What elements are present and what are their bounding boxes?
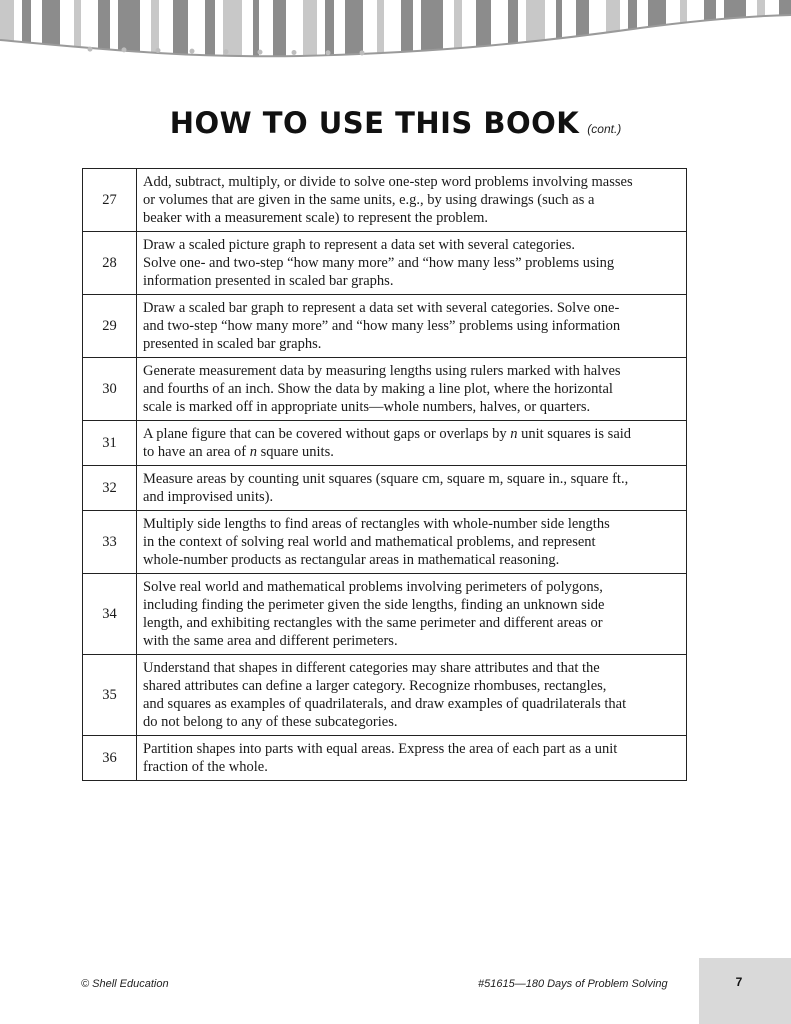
page-number-tab	[699, 958, 791, 1024]
description-line: to have an area of n square units.	[143, 444, 334, 460]
header-stripe	[303, 0, 317, 62]
header-dot	[326, 50, 331, 55]
description-line: and improvised units).	[143, 489, 274, 505]
header-dot	[224, 49, 229, 54]
description-line: fraction of the whole.	[143, 759, 268, 775]
description-line: Add, subtract, multiply, or divide to solve one-step word problems involving masses	[143, 174, 633, 190]
standard-description	[137, 466, 687, 511]
header-dot	[360, 50, 365, 55]
header-dot	[190, 49, 195, 54]
description-line: Draw a scaled bar graph to represent a data set with several categories. Solve one-	[143, 300, 620, 316]
standard-description	[137, 655, 687, 736]
description-line: length, and exhibiting rectangles with the same perimeter and different areas or	[143, 615, 603, 631]
description-line: information presented in scaled bar graphs.	[143, 273, 394, 289]
description-line: Partition shapes into parts with equal areas. Express the area of each part as a unit	[143, 741, 618, 757]
description-line: Draw a scaled picture graph to represent a data set with several categories.	[143, 237, 575, 253]
table-row	[83, 511, 687, 574]
description-line: Multiply side lengths to find areas of rectangles with whole-number side lengths	[143, 516, 610, 532]
description-line: shared attributes can define a larger category. Recognize rhombuses, rectangles,	[143, 678, 607, 694]
description-line: do not belong to any of these subcategories.	[143, 714, 398, 730]
page-title-main: HOW TO USE THIS BOOK	[169, 106, 580, 140]
description-line: presented in scaled bar graphs.	[143, 336, 322, 352]
description-line: whole-number products as rectangular areas in mathematical reasoning.	[143, 552, 560, 568]
description-line: Solve real world and mathematical problems involving perimeters of polygons,	[143, 579, 603, 595]
description-line: in the context of solving real world and mathematical problems, and represent	[143, 534, 596, 550]
description-line: A plane figure that can be covered without gaps or overlaps by n unit squares is said	[143, 426, 632, 442]
header-dot	[292, 50, 297, 55]
standards-table	[82, 168, 687, 781]
description-line: Measure areas by counting unit squares (square cm, square m, square in., square ft.,	[143, 471, 629, 487]
description-line: and squares as examples of quadrilaterals, and draw examples of quadrilaterals that	[143, 696, 627, 712]
day-number: 36	[83, 736, 137, 781]
page-number: 7	[735, 975, 743, 989]
page-title-cont: (cont.)	[587, 122, 622, 136]
day-number: 27	[83, 169, 137, 232]
standard-description	[137, 421, 687, 466]
day-number: 31	[83, 421, 137, 466]
description-line: Generate measurement data by measuring lengths using rulers marked with halves	[143, 363, 621, 379]
table-row	[83, 466, 687, 511]
header-stripe	[273, 0, 286, 62]
table-row	[83, 169, 687, 232]
page-title	[0, 106, 791, 140]
header-dot	[88, 47, 93, 52]
standard-description	[137, 574, 687, 655]
footer-book-title: #51615—180 Days of Problem Solving	[478, 978, 668, 990]
standard-description	[137, 358, 687, 421]
description-line: Solve one- and two-step “how many more” and “how many less” problems using	[143, 255, 615, 271]
table-row	[83, 358, 687, 421]
standards-table-body	[83, 169, 687, 781]
day-number: 33	[83, 511, 137, 574]
table-row	[83, 421, 687, 466]
table-row	[83, 232, 687, 295]
day-number: 29	[83, 295, 137, 358]
standard-description	[137, 511, 687, 574]
footer-copyright: © Shell Education	[81, 978, 169, 990]
header-stripe	[205, 0, 215, 62]
table-row	[83, 574, 687, 655]
day-number: 30	[83, 358, 137, 421]
header-stripe-banner	[0, 0, 791, 70]
header-dot	[258, 50, 263, 55]
standard-description	[137, 169, 687, 232]
standard-description	[137, 736, 687, 781]
table-row	[83, 736, 687, 781]
day-number: 35	[83, 655, 137, 736]
description-line: beaker with a measurement scale) to represent the problem.	[143, 210, 489, 226]
table-row	[83, 655, 687, 736]
description-line: including finding the perimeter given the side lengths, finding an unknown side	[143, 597, 605, 613]
description-line: and two-step “how many more” and “how many less” problems using information	[143, 318, 621, 334]
description-line: and fourths of an inch. Show the data by making a line plot, where the horizontal	[143, 381, 613, 397]
standard-description	[137, 295, 687, 358]
day-number: 34	[83, 574, 137, 655]
standard-description	[137, 232, 687, 295]
description-line: Understand that shapes in different categories may share attributes and that the	[143, 660, 600, 676]
table-row	[83, 295, 687, 358]
description-line: with the same area and different perimeters.	[143, 633, 398, 649]
header-stripe	[173, 0, 188, 62]
description-line: or volumes that are given in the same units, e.g., by using drawings (such as a	[143, 192, 595, 208]
day-number: 32	[83, 466, 137, 511]
day-number: 28	[83, 232, 137, 295]
header-dot	[156, 48, 161, 53]
header-dot	[122, 47, 127, 52]
description-line: scale is marked off in appropriate units—whole numbers, halves, or quarters.	[143, 399, 591, 415]
